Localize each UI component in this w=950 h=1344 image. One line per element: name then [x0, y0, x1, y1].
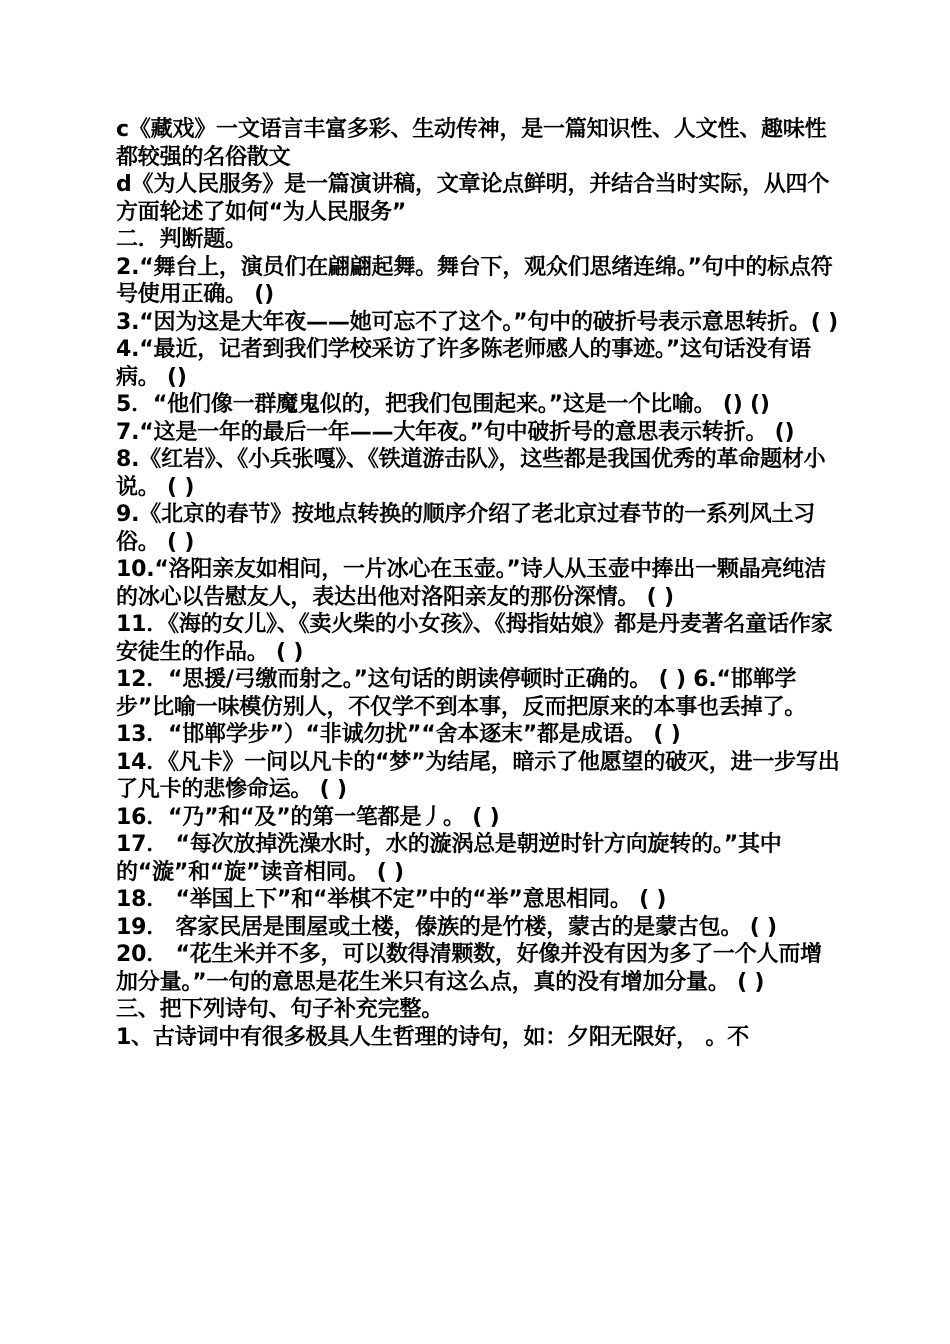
question-8: 8.《红岩》、《小兵张嘎》、《铁道游击队》，这些都是我国优秀的革命题材小说。 ( )	[116, 447, 826, 500]
question-3: 3.“因为这是大年夜——她可忘不了这个。”句中的破折号表示意思转折。( )	[116, 309, 838, 335]
question-14: 14．《凡卡》一问以凡卡的“梦”为结尾，暗示了他愿望的破灭，进一步写出了凡卡的悲惨命运。 ( )	[116, 749, 840, 802]
question-7: 7.“这是一年的最后一年——大年夜。”句中破折号的意思表示转折。 ()	[116, 419, 795, 445]
option-c: c《藏戏》一文语言丰富多彩、生动传神，是一篇知识性、人文性、趣味性都较强的名俗散文	[116, 117, 827, 170]
option-d: d《为人民服务》是一篇演讲稿，文章论点鲜明，并结合当时实际，从四个方面轮述了如何“为人民服务”	[116, 172, 830, 225]
section-heading-completion: 三、把下列诗句、句子补充完整。	[116, 997, 444, 1022]
question-19: 19． 客家民居是围屋或土楼，傣族的是竹楼，蒙古的是蒙古包。 ( )	[116, 914, 777, 940]
question-18: 18． “举国上下”和“举棋不定”中的“举”意思相同。 ( )	[116, 887, 667, 912]
question-11: 11．《海的女儿》、《卖火柴的小女孩》、《拇指姑娘》都是丹麦著名童话作家安徒生的作品。 ( )	[116, 612, 833, 665]
question-9: 9.《北京的春节》按地点转换的顺序介绍了老北京过春节的一系列风土习俗。 ( )	[116, 502, 816, 555]
document-page	[116, 116, 842, 1051]
question-20: 20． “花生米并不多，可以数得清颗数，好像并没有因为多了一个人而增加分量。”一句的意思是花生米只有这么点，真的没有增加分量。 ( )	[116, 942, 822, 995]
question-10: 10.“洛阳亲友如相问，一片冰心在玉壶。”诗人从玉壶中捧出一颗晶亮纯洁的冰心以告慰友人，表达出他对洛阳亲友的那份深情。 ( )	[116, 557, 826, 610]
question-5: 5．“他们像一群魔鬼似的，把我们包围起来。”这是一个比喻。 () ()	[116, 392, 770, 417]
question-4: 4.“最近，记者到我们学校采访了许多陈老师感人的事迹。”这句话没有语病。 ()	[116, 337, 811, 390]
question-16: 16．“乃”和“及”的第一笔都是丿。 ( )	[116, 804, 500, 830]
completion-question-1: 1、古诗词中有很多极具人生哲理的诗句，如：夕阳无限好， 。不	[116, 1024, 749, 1050]
question-2: 2.“舞台上，演员们在翩翩起舞。舞台下，观众们思绪连绵。”句中的标点符号使用正确。 ()	[116, 254, 833, 307]
section-heading-judgment: 二．判断题。	[116, 227, 247, 252]
question-12: 12．“思援/弓缴而射之。”这句话的朗读停顿时正确的。 ( ) 6.“邯郸学步”比喻一味模仿别人，不仅学不到本事，反而把原来的本事也丢掉了。	[116, 667, 807, 720]
question-17: 17． “每次放掉洗澡水时，水的漩涡总是朝逆时针方向旋转的。”其中的“漩”和“旋”读音相同。 ( )	[116, 832, 782, 885]
question-13: 13．“邯郸学步”）“非诚勿扰”“舍本逐末”都是成语。 ( )	[116, 722, 681, 747]
